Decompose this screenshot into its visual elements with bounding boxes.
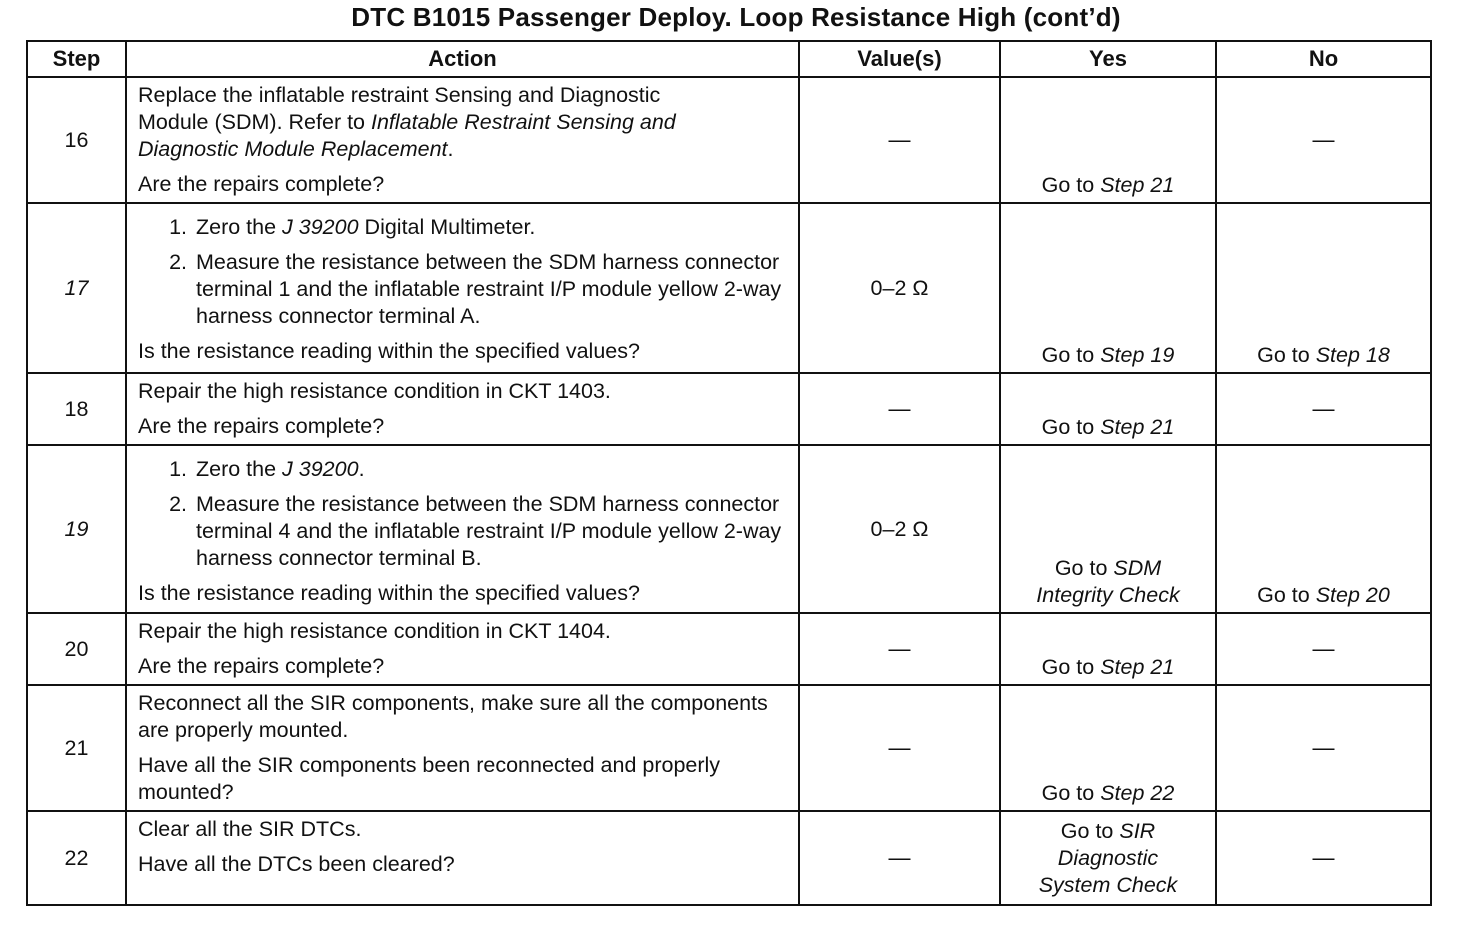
action-cell xyxy=(126,77,799,203)
yes-cell xyxy=(1000,77,1216,203)
action-text: Reconnect all the SIR components, make sure all the components are properly mounted. xyxy=(138,691,768,742)
yes-cell xyxy=(1000,203,1216,373)
yes-text: Go to xyxy=(1060,818,1120,843)
no-cell xyxy=(1216,203,1431,373)
action-cell xyxy=(126,445,799,613)
goto-link[interactable]: Step 20 xyxy=(1315,583,1390,607)
no-text: — xyxy=(1312,636,1335,661)
value-cell xyxy=(799,373,1000,445)
yes-text: Go to xyxy=(1054,556,1114,580)
action-question: Is the resistance reading within the specified values? xyxy=(138,581,640,605)
no-text: — xyxy=(1312,735,1335,760)
step-number xyxy=(27,203,126,373)
yes-text: Go to xyxy=(1041,173,1101,197)
action-question: Have all the SIR components been reconnected and properly mounted? xyxy=(138,753,721,804)
action-line: . xyxy=(447,137,454,161)
goto-link[interactable]: System Check xyxy=(1038,872,1178,897)
table-row xyxy=(27,445,1431,613)
list-item: 1. Zero the J 39200. xyxy=(193,456,790,483)
table-row xyxy=(27,373,1431,445)
yes-text: Go to xyxy=(1041,415,1101,439)
table-row xyxy=(27,811,1431,905)
no-cell xyxy=(1216,613,1431,685)
yes-text: Go to xyxy=(1041,343,1101,367)
goto-link[interactable]: Integrity Check xyxy=(1036,583,1180,607)
no-text: Go to xyxy=(1257,343,1316,367)
value-text: — xyxy=(888,735,911,760)
value-cell xyxy=(799,685,1000,811)
step-number-text: 17 xyxy=(64,275,89,300)
goto-link[interactable]: Step 19 xyxy=(1100,343,1175,367)
action-question: Are the repairs complete? xyxy=(138,172,385,196)
action-question: Are the repairs complete? xyxy=(138,414,385,438)
action-line: Replace the inflatable restraint Sensing and Diagnostic xyxy=(138,83,661,107)
goto-link[interactable]: Step 21 xyxy=(1100,173,1175,197)
action-cell xyxy=(126,203,799,373)
action-line: Module (SDM). Refer to xyxy=(138,110,371,134)
step-number-text: 19 xyxy=(64,516,89,541)
goto-link[interactable]: Step 22 xyxy=(1100,781,1175,805)
action-question: Have all the DTCs been cleared? xyxy=(138,852,455,876)
procedure-list xyxy=(138,456,790,572)
no-cell xyxy=(1216,373,1431,445)
action-text: Repair the high resistance condition in CKT 1404. xyxy=(138,619,611,643)
value-text: — xyxy=(888,127,911,152)
no-cell xyxy=(1216,811,1431,905)
tool-reference[interactable]: J 39200 xyxy=(282,215,359,239)
table-row xyxy=(27,613,1431,685)
goto-link[interactable]: SIR xyxy=(1119,818,1156,843)
value-text: — xyxy=(888,845,911,870)
action-text: Repair the high resistance condition in CKT 1403. xyxy=(138,379,611,403)
yes-text: Go to xyxy=(1041,655,1101,679)
no-text: Go to xyxy=(1257,583,1316,607)
no-cell xyxy=(1216,77,1431,203)
value-cell: 0–2 Ω xyxy=(799,445,1000,613)
list-item: 2. Measure the resistance between the SDM harness connector terminal 4 and the inflatable restraint I/P module yellow 2-way harness connector terminal B. xyxy=(193,491,790,572)
action-question: Is the resistance reading within the specified values? xyxy=(138,339,640,363)
action-cell xyxy=(126,685,799,811)
header-no: No xyxy=(1216,41,1431,77)
reference-link[interactable]: Diagnostic Module Replacement xyxy=(138,137,448,161)
action-text xyxy=(138,82,790,163)
action-cell xyxy=(126,373,799,445)
yes-cell xyxy=(1000,685,1216,811)
value-cell xyxy=(799,77,1000,203)
reference-link[interactable]: Inflatable Restraint Sensing and xyxy=(370,110,676,134)
procedure-list xyxy=(138,214,790,330)
value-cell xyxy=(799,811,1000,905)
page-title: DTC B1015 Passenger Deploy. Loop Resistance High (cont’d) xyxy=(351,2,1121,32)
step-number: 18 xyxy=(27,373,126,445)
value-text: — xyxy=(888,396,911,421)
goto-link[interactable]: Step 21 xyxy=(1100,655,1175,679)
step-number xyxy=(27,445,126,613)
step-number: 21 xyxy=(27,685,126,811)
step-number: 22 xyxy=(27,811,126,905)
action-cell xyxy=(126,613,799,685)
header-yes: Yes xyxy=(1000,41,1216,77)
goto-link[interactable]: SDM xyxy=(1113,556,1162,580)
action-text: Clear all the SIR DTCs. xyxy=(138,817,362,841)
list-item: 2. Measure the resistance between the SDM harness connector terminal 1 and the inflatable restraint I/P module yellow 2-way harness connector terminal A. xyxy=(193,249,790,330)
step-number: 16 xyxy=(27,77,126,203)
value-cell: 0–2 Ω xyxy=(799,203,1000,373)
goto-link[interactable]: Step 21 xyxy=(1100,415,1175,439)
table-row xyxy=(27,685,1431,811)
yes-cell xyxy=(1000,373,1216,445)
value-text: — xyxy=(888,636,911,661)
action-cell xyxy=(126,811,799,905)
yes-text: Go to xyxy=(1041,781,1101,805)
no-text: — xyxy=(1312,845,1335,870)
no-text: — xyxy=(1312,127,1335,152)
goto-link[interactable]: Diagnostic xyxy=(1057,845,1159,870)
yes-cell xyxy=(1000,613,1216,685)
action-question: Are the repairs complete? xyxy=(138,654,385,678)
no-text: — xyxy=(1312,396,1335,421)
header-step: Step xyxy=(27,41,126,77)
goto-link[interactable]: Step 18 xyxy=(1315,343,1390,367)
header-action: Action xyxy=(126,41,799,77)
table-row xyxy=(27,77,1431,203)
header-row xyxy=(27,41,1431,77)
yes-cell xyxy=(1000,445,1216,613)
value-cell xyxy=(799,613,1000,685)
no-cell xyxy=(1216,445,1431,613)
header-values: Value(s) xyxy=(799,41,1000,77)
diagnostic-table xyxy=(26,40,1432,906)
yes-cell xyxy=(1000,811,1216,905)
no-cell xyxy=(1216,685,1431,811)
step-number: 20 xyxy=(27,613,126,685)
tool-reference[interactable]: J 39200 xyxy=(282,457,359,481)
list-item: 1. Zero the J 39200 Digital Multimeter. xyxy=(193,214,790,241)
table-row xyxy=(27,203,1431,373)
